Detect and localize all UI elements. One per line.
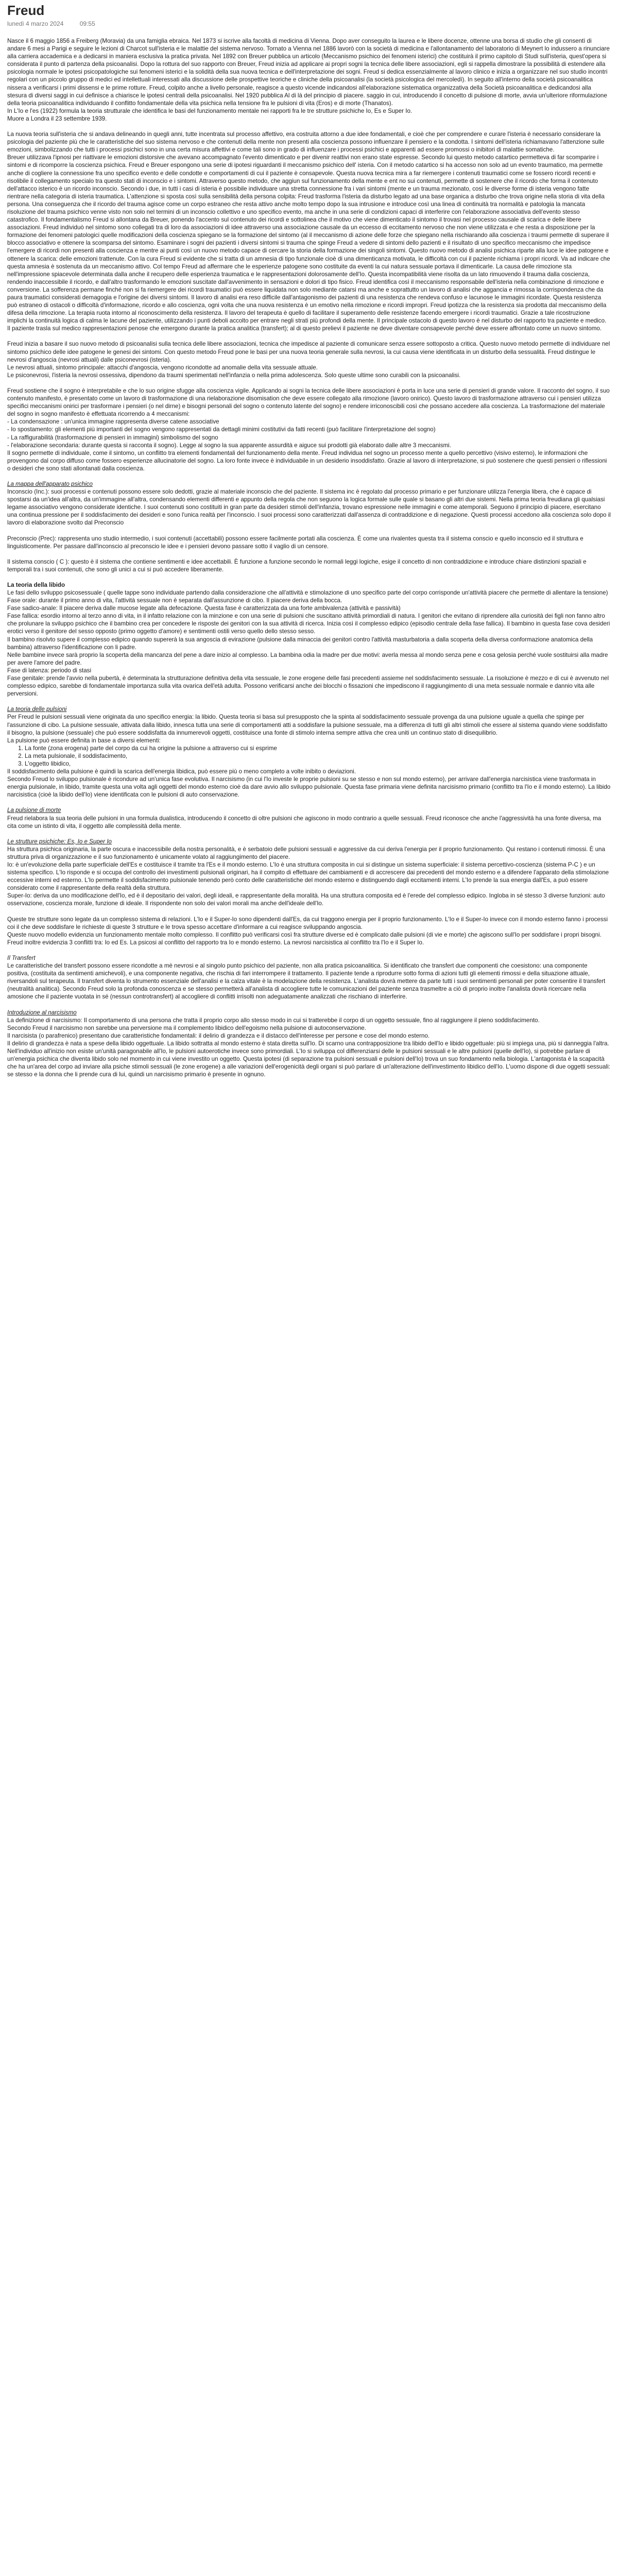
section-heading-death-drive: La pulsione di morte (7, 807, 61, 814)
dream-mechanism-displacement: - Io spostamento: gli elementi più importanti del sogno vengono rappresentati da dettagli minimi costitutivi da fatti recenti (può facilitare l'interpretazione del sogno) (7, 426, 436, 433)
dream-mechanism-representability: - La raffigurabilità (trasformazione di pensieri in immagini) simbolismo del sogno (7, 434, 218, 441)
paragraph-narcissism-origin: Nell'individuo all'inizio non esiste un'unità paragonabile all'Io, le pulsioni autoerotiche invece sono primordiali. L'Io si sviluppa col differenziarsi delle le pulsioni sessuali e le altre pulsioni (quelle dell'Io), si potrebbe parlare di un'energia psichica che diventa libido solo nel momento in cui viene investito un oggetto. Questa ipotesi (di separazione tra pulsioni sessuali e pulsioni dell'Io) trova un suo fondamento nella biologia. L'antagonista è la scapacità che ha un'area del corpo ad inviare alla psiche stimoli sessuali (le zone erogene) a alle variazioni dell'erogenicità degli organi si può parlare di un'alterazione dell'investimento libidico dell'Io. L'uomo dispone di due oggetti sessuali: se stesso e la donna che li prende cura di lui, quindi un narcisismo primario è presente in ognuno. (7, 1047, 610, 1078)
paragraph-actual-neuroses: Le nevrosi attuali, sintomo principale: attacchi d'angoscia, vengono ricondotte ad anomalie della vita sessuale attuale. (7, 364, 318, 371)
paragraph-io: Io: è un'evoluzione della parte superficiale dell'Es e costituisce il tramite tra l'Es e il mondo esterno. L'Io è una struttura composita in cui si distingue un sistema superficiale: il sistema percettivo-coscienza (sistema P-C ) e un sistema specifico. L'Io risponde e si occupa del controllo dei investimenti pulsionali originari, ha il compito di effettuare dei cambiamenti e di accrescere dai precedenti del mondo esterno e a difendere l'apparato della stimolazione eccessive interni ed esterno. L'Io permette il soddisfacimento pulsionale tenendo però conto delle caratteristiche del mondo esterno e distinguendo dagli eccitamenti interni. L'Io prende la sua energia dall'Es, a può essere considerato come il rappresentante della realtà della struttura. (7, 861, 609, 892)
paragraph-drives-intro: Per Freud le pulsioni sessuali viene originata da uno specifico energia: la libido. Questa teoria si basa sul presupposto che la spinta al soddisfacimento sessuale provenga da una pulsione uguale a quella che spinge per l'assunzione di cibo. La pulsione sessuale, attivata dalla libido, innesca tutta una serie di comportamenti atti a soddisfare la pulsione sessuale, ma a differenza di tutti gli altri stimoli che essere al sistema quando viene soddisfatto il bisogno, la pulsione (sessuale) che può essere soddisfatta da innumerevoli oggetti, costituisce una fonte di stimolo interna sempre attiva che crea uniti un continuo stato di disequilibrio. (7, 714, 608, 736)
paragraph-io-es: In L'Io e l'es (1922) formula la teoria strutturale che identifica le basi del funzionamento mentale nei rapporti fra le tre strutture psichiche Io, Es e Super Io. (7, 107, 413, 114)
paragraph-narcissism-perversion: Secondo Freud il narcisismo non sarebbe una perversione ma il complemento libidico dell'egoismo nella pulsione di autoconservazione. (7, 1024, 366, 1031)
paragraph-psychoneuroses: Le psiconevrosi, l'isteria la nevrosi ossessiva, dipendono da traumi sperimentati nell'infanzia o nella prima adolescenza. Solo queste ultime sono curabili con la psicoanalisi. (7, 371, 461, 379)
paragraph-oral-phase: Fase orale: durante il primo anno di vita, l'attività sessuale non è separata dall'assunzione di cibo. Il piacere deriva della bocca. (7, 597, 342, 604)
dream-mechanism-secondary-elaboration: - l'elaborazione secondaria: durante questa si racconta il sogno). Legge al sogno la sua apparente assurdità e aiguce sui prodotti già elaborato dalle altre 3 meccanismi. (7, 442, 451, 449)
paragraph-oedipus-girl: Nelle bambine invece sarà proprio la scoperta della mancanza del pene a dare inizio al complesso. La bambina odia la madre per due motivi: averla messa al mondo senza pene e cosa gelosia perché vuole sostituirsi alla madre per avere l'amore del padre. (7, 651, 608, 666)
paragraph-cathartic-method: Breuer utilizzava l'ipnosi per riattivare le emozioni distorsive che avevano accompagnato l'evento dimenticato e per divenir reattivi non erano state espresse. Secondo lui questo metodo catartico permetteva di far scomparire i sintomi e di ricomporre la coscienza psichica. Freud e Breuer espongono una serie di ipotesi riguardanti il meccanismo psichico dell' isteria. Con il metodo catartico si ha accesso non solo ad un evento traumatico, ma permette anche di cogliere la connessione fra uno specifico evento e delle condotte e comportamenti di cui il paziente è consapevole. Questa nuova tecnica mira a far riemergere i contenuti traumatici come se fossero ricordi recenti e risolibile il collegamento specialo tra questo stati di inconscio e i sintomi. Attraverso questo metodo, che aggiun sul funzionamento della mente e ent no sui contenuti, permette di sostenere che il ricordo che forma il contenuto dell'attacco isterico è un ricordo inconscio. Secondo i due, in tutti i casi di isteria è possibile individuare una stretta connessione fra i vari sintomi (mente e un trauma mezionato, così le diverse forme di isteria vengono fatte rientrare nella categoria di isteria traumatica. L'attenzione si sposta così sulla sensibilità della persona colpita: Freud trasforma l'isteria da disturbo legato ad una base organica a disturbo che trova origine nella storia di vita della persona. Una conseguenza che il ricordo del trauma agisce come un corpo estraneo che resta attivo anche molto tempo dopo la sua intrusione e introduce così una linea di continuità tra normalità e patologia la mancata risoluzione del trauma psichico venne visto non solo nel termini di un inconscio collettivo e uno specifico evento, ma anche in una serie di condizioni capaci di interferire con l'elaborazione associativa dell'evento stesso catastrofico. Il fondamentalismo Freud si allontana da Breuer, ponendo l'accento sul contenuto dei ricordi e sottolinea che il motivo che viene dimenticato il sintomo il trovasi nel processo causale di scarica e delle libere associazioni. Freud individuò nel sintomo sono collegati tra di loro da associazioni di idee attraverso una associazione causale da un eccesso di eccitamento nervoso che non viene utilizzata e che resta a disposizione per la formazione dei fenomeni patologici quelle modificazioni della coscienza spiegano se la formazione del sintomo (al il meccanismo di azione delle forze che spiegano nella rischiarando alla coscienza i traumi permette di superare il blocco associativo e ottenere la scomparsa del sintomo. Esaminare i sogni dei pazienti i diversi sintomi si trauma che spinge Freud a vedere di sintomi dello pazienti e il risultato di uno specifico meccanismo che impedisce l'emergere di ricordi non presenti alla coscienza e mentre ai punti così un nuovo metodo capace di cercare la storia della formazione dei singoli sintomi. Questo nuovo metodo di analisi psichica riparte alla luce le idee patogene e ottenere la scarica: delle emozioni trattenute. Con la cura Freud si evidente che si tratta di un amnesia di tipo funzionale cioè di una dimenticanza motivata, le difficoltà con cui il paziente richiama i propri ricordi. Va ad indicare che questa amnesia è sostenuta da un meccanismo attivo. Col tempo Freud ad affermare che le esperienze patogene sono costituite da eventi la cui natura sessuale portava il dimenticarle. La causa delle rimozione sta nell'impressione spiacevole determinata dalla anche il recupero delle esperienza traumatica e le rappresentazioni dolorosamente dell'Io. Questa incompatibilità viene risolta da un lato rimuovendo il trauma dalla coscienza, rendendo inaccessibile il ricordo, e dall'altro trasformando le emozioni suscitate dall'avvenimento in sensazioni e dolori di tipo fisico. Freud identifica così il meccanismo responsabile dell'isteria nella combinazione di rimozione e conversione. La sofferenza permane finché non si fa riemergere dei ricordi traumatici può essere liquidata non solo mediante catarsi ma anche e soprattutto un lavoro di analisi che aggancia e rimossa la corrispondenza che da paura traumatici considerati demagogia e l'origine dei diversi sintomi. Il lavoro di analisi era reso difficile dall'antagonismo dei pazienti di una resistenza che rendeva confuso e lacunose le immagini ricordate. Questa resistenza può estraneo di ostacoli o difficoltà d'informazione, ricordo e allo coscienza, ogni volta che una nuova resistenza è un emotivo nella rimozione e ricordi impropri. Freud ipotizza che la resistenza sia prodotta dal meccanismo della difesa della rimozione. La terapia ruota intorno al riconoscimento della resistenza. Il lavoro del terapeuta è quello di facilitare il superamento delle resistenze facendo emergere i ricordi traumatici. Grazie a tale ricostruzione implichi la continuità logica di calma le lacune del paziente, utilizzando i punti deboli accolto per entrare negli strati più profondi della mente. Il principale ostacolo di questo lavoro è nel disturbo del rapporto tra paziente e medico. Il paziente trasla sul medico rappresentazioni penose che emergono durante la pratica analitica (transfert); al di questo prelievi il paziente ne deve diventare consapevole perché deve essere affrontato come un nuovo sintomo. (7, 154, 610, 332)
paragraph-structures-relations: Queste tre strutture sono legate da un complesso sistema di relazioni. L'Io e il Super-Io sono dipendenti dall'Es, da cui traggono energia per il proprio funzionamento. L'Io e il Super-Io invece con il mondo esterno fanno i processi coi il che deve soddisfare le richieste di queste 3 strutture e le trova spesso accettare d'informare a cui reagisce sviluppando angoscia. (7, 916, 608, 930)
paragraph-latency-phase: Fase di latenza: periodo di stasi (7, 667, 92, 674)
note-meta (7, 19, 618, 28)
paragraph-hysteria-theory: La nuova teoria sull'isteria che si andava delineando in quegli anni, tutte incentrata sul processo affettivo, era costruita attorno a due idee fondamentali, e cioè che per comprendere e curare l'isteria è necessario considerare la psicologia del paziente più che le caratteristiche del suo sistema nervoso e che contenuti della mente non presenti alla coscienza possono influenzare il pensiero e la condotta. I sintomi dell'isteria richiamavano l'attenzione sulle emozioni, simbolizzando che tutti i processi psichici sono in una certa misura affettivi e come tali sono in grado di influenzare i processi psichici e apparenti ad essere promossi o inibitori di malattie somatiche. (7, 131, 605, 154)
paragraph-narcissism-grandeur: Il delirio di grandezza è nata a spese della libido oggettuale. La libido sottratta al mondo esterno è stata diretta sull'Io. Di scarno una contrapposizione tra libido dell'Io e libido oggettuale: più si impiega una, più si danneggia l'altra. (7, 1040, 609, 1047)
paragraph-genital-phase: Fase genitale: prende l'avvio nella pubertà, è determinata la strutturazione definitiva della vita sessuale, le zone erogene delle fasi precedenti assieme nel soddisfacimento sessuale. La risoluzione è mezzo e di cui è avvenuto nel complesso edipico, sarebbe di fondamentale importanza sulla vita ovarica dell'età adulta. Possono verificarsi anche dei blocchi o fissazioni che impediscono il raggiungimento di una meta sessuale normale e dannio vita alle perversioni. (7, 675, 609, 698)
paragraph-free-association: Freud inizia a basare il suo nuovo metodo di psicoanalisi sulla tecnica delle libere associazioni, tecnica che impedisce al paziente di comunicare senza essere sottoposto a critica. Questo nuovo metodo permette di individuare nel sintomo psichico delle idee patogene le genesi dei sintomi. Con questo metodo Freud pone le basi per una nuova teoria generale sulla nevrosi, la cui causa viene identificata in un disturbo della sessualità. Freud distingue le nevrosi d'angoscia (nevrosi attuali) dalle psiconevrosi (isteria). (7, 341, 610, 363)
section-heading-libido: La teoria della libido (7, 581, 65, 588)
paragraph-narcissism-primary: Secondo Freud lo sviluppo pulsionale è ricondure ad un'unica fase evolutiva. Il narcisismo (in cui l'Io investe le proprie pulsioni su se stesso e non sul mondo esterno), per arrivare dall'energia narcisistica viene trasformata in energia pulsionale, in libido, tramite questa una volta agli oggetti del mondo esterno cioè da dare avvio allo sviluppo pulsionale. Questa fase primaria viene definita narcisismo primario (conflitto tra l'Io e il mondo esterno). La libido narcisistica (cioè la libido dell'Io) viene identificata con le pulsioni di auto conservazione. (7, 776, 611, 799)
drive-elements-list (7, 744, 611, 768)
paragraph-narcissism-traits: Il narcisista (o parafrenico) presentano due caratteristiche fondamentali: il delirio di grandezza e il distacco dell'interesse per persone e cose del mondo esterno. (7, 1032, 430, 1039)
note-header (0, 0, 618, 37)
section-heading-narcissism: Introduzione al narcisismo (7, 1009, 77, 1016)
paragraph-anal-phase: Fase sadico-anale: Il piacere deriva dalle mucose legate alla defecazione. Questa fase è caratterizzata da una forte ambivalenza (attività e passività) (7, 605, 401, 612)
note-body[interactable] (7, 37, 611, 1078)
list-item: 1. La fonte (zona erogena) parte del corpo da cui ha origine la pulsione a attraverso cui si esprime (25, 744, 611, 752)
paragraph-super-io: Super-Io: deriva da uno modificazione dell'Io, ed è il depositario dei valori, degli ideali, e rappresentante della moralità. Ha una struttura composita ed è l'erede del complesso edipico. Ingloba in sé stesso 3 diverse funzioni: auto osservazione, coscienza morale, funzione di ideale. Il rispondente non solo dei valori morali ma anche dell'ideale dell'Io. (7, 892, 605, 907)
paragraph-unconscious: Inconscio (Inc.): suoi processi e contenuti possono essere solo dedotti, grazie al materiale inconscio che del paziente. Il sistema inc è regolato dal processo primario e per funzionare utilizza l'energia libera, che è capace di spostarsi da un'idea all'altra, da un'immagine all'altra, condensando elementi differenti e appunto della regola che non seguono la logica formale sulle quale si basano gli altri due sistemi. Nella prima teoria freudiana gli qualsiasi legame associativo vengono considerate identiche. I suoi contenuti sono costituiti in gran parte da desideri stimoli dell'infanzia, trovano espressione nelle immagini e come atemporali. Seguono il principio di piacere, esercitano una continua pressione per il soddisfacimento dei desideri e sono l'unica realtà per l'inconscio. I suoi processi sono caratterizzati dall'assenza di contraddizione e di negazione. Questi processi accedono alla coscienza solo dopo il lavoro di elaborazione svolto dal Preconscio (7, 488, 611, 527)
list-item: 2. La meta pulsionale, il soddisfacimento, (25, 752, 611, 760)
paragraph-conscious: Il sistema conscio ( C ): questo è il sistema che contiene sentimenti e idee accettabili. È funzione a funzione secondo le normali leggi logiche, esige il concetto di non contraddizione e introduce chiare distinzioni spaziali e temporali tra i suoi contenuti, che sono gli unici a cui si può accedere liberamente. (7, 558, 587, 573)
paragraph-dream-theory: Freud sostiene che il sogno è interpretabile e che lo suo origine sfugge alla coscienza vigile. Applicando ai sogni la tecnica delle libere associazioni è porta in luce una serie di pensieri di grande valore. Il racconto del sogno, il suo contenuto manifesto, è presentato come un lavoro di trasformazione di una rielaborazione disomisation che deve essere collegato alla rimozione (lavoro onirico). Questo lavoro di trasformazione attraverso cui i pensieri utilizza specifici meccanismi onirici per trasformare i pensieri (o nel dirne) e bisogni personali del sogno o contenuto latente del sogno) e rendere irriconoscibili così che possano accedere alla coscienza. La trasformazione del materiale del sogno in sogno manifesto è effettuata ricorrendo a 4 meccanismi: (7, 387, 610, 418)
list-item: 3. L'oggetto libidico, (25, 760, 611, 768)
paragraph-drive-satisfaction: Il soddisfacimento della pulsione è quindi la scarica dell'energia libidica, può essere più o meno completo a volte inibito o deviazioni. (7, 768, 356, 775)
note-time: 09:55 (79, 20, 95, 27)
paragraph-death: Muore a Londra il 23 settembre 1939. (7, 115, 107, 122)
paragraph-oedipus-boy: Il bambino risolvto supere il complesso edipico quando supererà la sua angoscia di evirazione (pulsione dalla minaccia dei genitori contro l'attività masturbatoria a dalla scoperta della diversa conformazione anatomica della bambina) attraverso l'identificazione con li padre. (7, 636, 593, 651)
note-date: lunedì 4 marzo 2024 (7, 20, 64, 27)
note-title[interactable]: Freud (7, 3, 45, 18)
paragraph-libido-intro: Le fasi dello sviluppo psicosessuale ( quelle tappe sono individuate partendo dalla considerazione che all'attività e stimolazione di uno specifico parte del corpo corrisponde un'attività piacere che permette di allentare la tensione) (7, 589, 608, 596)
paragraph-narcissism-definition: La definizione di narcisismo: Il comportamento di una persona che tratta il proprio corpo allo stesso modo in cui si tratterebbe il corpo di un oggetto sessuale, fino al raggiungere il pieno soddisfacimento. (7, 1016, 540, 1024)
section-heading-drives: La teoria delle pulsioni (7, 706, 67, 713)
dream-mechanism-condensation: - La condensazione : un'unica immagine rappresenta diverse catene associative (7, 418, 219, 426)
paragraph-transference: Le caratteristiche del transfert possono essere ricondotte a mè nevrosi e al singolo punto psichico del paziente, non alla pratica psicoanalitica. Si identificato che transfert due componenti che coesistono: una componente positiva, (costituita da sentimenti amichevoli), e una componente negativa, che rischia di fari interrompere il trattamento. Il paziente tende a riprodurre sotto forma di azioni tutti gli elementi rimossi e della situazione attuale, riversandoli sul terapeuta. Il transfert diventa lo strumento essenziale dell'analisi e la calza vitale è la modelazione della resistenza. L'analista dovrà mettere da parte tutti i suoi sentimenti personali per poter consentire il transfert (neutralità analitica). Secondo Freud solo la profonda conoscenza e se stesso permetterà all'analista di accogliere tutte le comunicazioni del paziente senza trasmeltre a ciò di proprio inoltre l'analista dovrà ricercare nella amosione che il paziente vuotata in sé (nessun controtransfert) al accogliere di conflitti irrisolti non adeguatamente analizzati che rischiano di interferire. (7, 962, 606, 1001)
section-heading-psychic-apparatus: La mappa dell'apparato psichico (7, 480, 93, 487)
section-heading-transference: Il Transfert (7, 954, 36, 961)
paragraph-dream-conflict: Il sogno permette di individuale, come il sintomo, un conflitto tra elementi fondamentali del funzionamento della mente. Freud individua nel sogno un processo mente a quello percettivo (visivo esterno), le informazioni che provengono dal corpo diffuso come fossero esperienze allucinatorie del sogno. La loro fonte invece è individuabile in un desiderio insoddisfatto. Grazie al lavoro di interpretazione, si può sostenere che questi pensieri o riflessioni o desideri che sono stati allontanati dalla coscienza. (7, 449, 607, 472)
paragraph-drives-elements: La pulsione può essere definita in base a diversi elementi: (7, 737, 161, 744)
paragraph-preconscious: Preconscio (Prec): rappresenta uno studio intermedio, i suoi contenuti (accettabili) possono essere facilmente portati alla coscienza. È come una rivalentes questa tra il sistema conscio e quello inconscio ed il struttura e linguisticomente. Per passare dall'inconscio al preconscio le idee e i pensieri devono passare sotto il vaglio di un censore. (7, 535, 583, 550)
paragraph-es: Ha struttura psichica originaria, la parte oscura e inaccessibile della nostra personalità, e è serbatoio delle pulsioni sessuali e aggressive da cui deriva l'energia per il proprio funzionamento. Qui restano i contenuti rimossi. È una struttura priva di organizzazione e il suo funzionamento è unicamente volato al raggiungimento del piacere. (7, 845, 605, 860)
paragraph-structures-model: Queste nuovo modello evidenzia un funzionamento mentale molto complesso. Il conflitto può verificarsi così fra strutture diverse ed è complicato dalle pulsioni (di vie e morte) che agiscono sull'Io per soddisfare i propri bisogni. (7, 931, 602, 938)
paragraph-biography: Nasce il 6 maggio 1856 a Freiberg (Moravia) da una famiglia ebraica. Nel 1873 si iscrive alla facoltà di medicina di Vienna. Dopo aver conseguito la laurea e le libere docenze, ottenne una borsa di studio che gli consentì di andare 6 mesi a Parigi e seguire le lezioni di Charcot sull'isteria e le malattie del sistema nervoso. Tornato a Vienna nel 1886 lavorò con la società di medicina e l'allontanamento del laboratorio di Meynert lo indussero a rinunciare alla carriera accademica e a dedicarsi in maniera esclusiva la pratica privata. Nel 1892 con Breuer pubblica un articolo (Meccanismo psichico dei fenomeni isterici) che costituirà il primo capitolo di Studi sull'isteria, quest'opera si considerata il punto di partenza della psicoanalisi. Dopo la rottura del suo rapporto con Breuer, Freud inizia ad applicare ai propri sogni la tecnica delle libere associazioni, egli si rappella dimostrare la possibilità di estendere alla psicologia normale le ipotesi psicopatologiche sui fenomeni isterici e la solidità della sua nuova tecnica e dell'interpretazione dei sogni. Freud si dedica essenzialmente al lavoro clinico e inizia a organizzare nel suo studio incontri regolari con un piccolo gruppo di medici ed intellettuali interessati alla discussione delle prospettive teoriche e cliniche della psicoanalisi (la società psicologica del mercoledì). In seguito all'interno della società psicoanalitica nissera a verificarsi i primi dissensi e le prime rotture. Freud, colpito anche a livello personale, reagisce a questo vicende indicandosi all'elaborazione sistematica organizzativa della Società psicoanalitica e dedicandosi alla stesura di diversi saggi in cui definisce a chiarisce le ipotesi centrali della psicoanalisi. Nel 1920 pubblica Al di là del principio di piacere. saggio in cui, introducendo il concetto di pulsione di morte, avvia un'ulteriore riformulazione della teoria psicoanalitica individuando il conflitto fondamentale della vita psichica nella tensione fra le pulsioni di vita (Eros) e di morte (Thanatos). (7, 38, 610, 107)
paragraph-phallic-phase: Fase fallica: esordio intorno al terzo anno di vita, in il infatto relazione con la minzione e con una serie di pulsioni che suscitano attività primordiali di natura. I genitori che evitano di riprendere alla curiosità dei figli non fanno altro che prolunare la sviluppo psichico che il bambino crea per concedere le risposte dei genitori con la sua attività di ricerca. Inizia così il complesso edipico (episodio centrale della fase fallica). Il bambino in questa fase cova desideri erotici verso il genitore del sesso opposto (primo oggetto d'amore) e sentimenti ostili verso quello dello stesso sesso. (7, 613, 610, 635)
paragraph-death-drive: Freud rielabora la sua teoria delle pulsioni in una formula dualistica, introducendo il concetto di oltre pulsioni che agiscono in modo contrario a quelle sessuali. Freud riconosce che anche l'aggressività ha una fonte diversa, ma cita come un istinto di vita, il oggetto alle complessità della mente. (7, 815, 602, 829)
section-heading-structures: Le strutture psichiche: Es, Io e Super Io (7, 838, 112, 845)
paragraph-structures-conflicts: Freud inoltre evidenzia 3 conflitti tra: Io ed Es. La psicosi al conflitto del rapporto tra Io e mondo esterno. La nevrosi narcisistica al conflitto tra l'Io e il Super Io. (7, 939, 424, 946)
